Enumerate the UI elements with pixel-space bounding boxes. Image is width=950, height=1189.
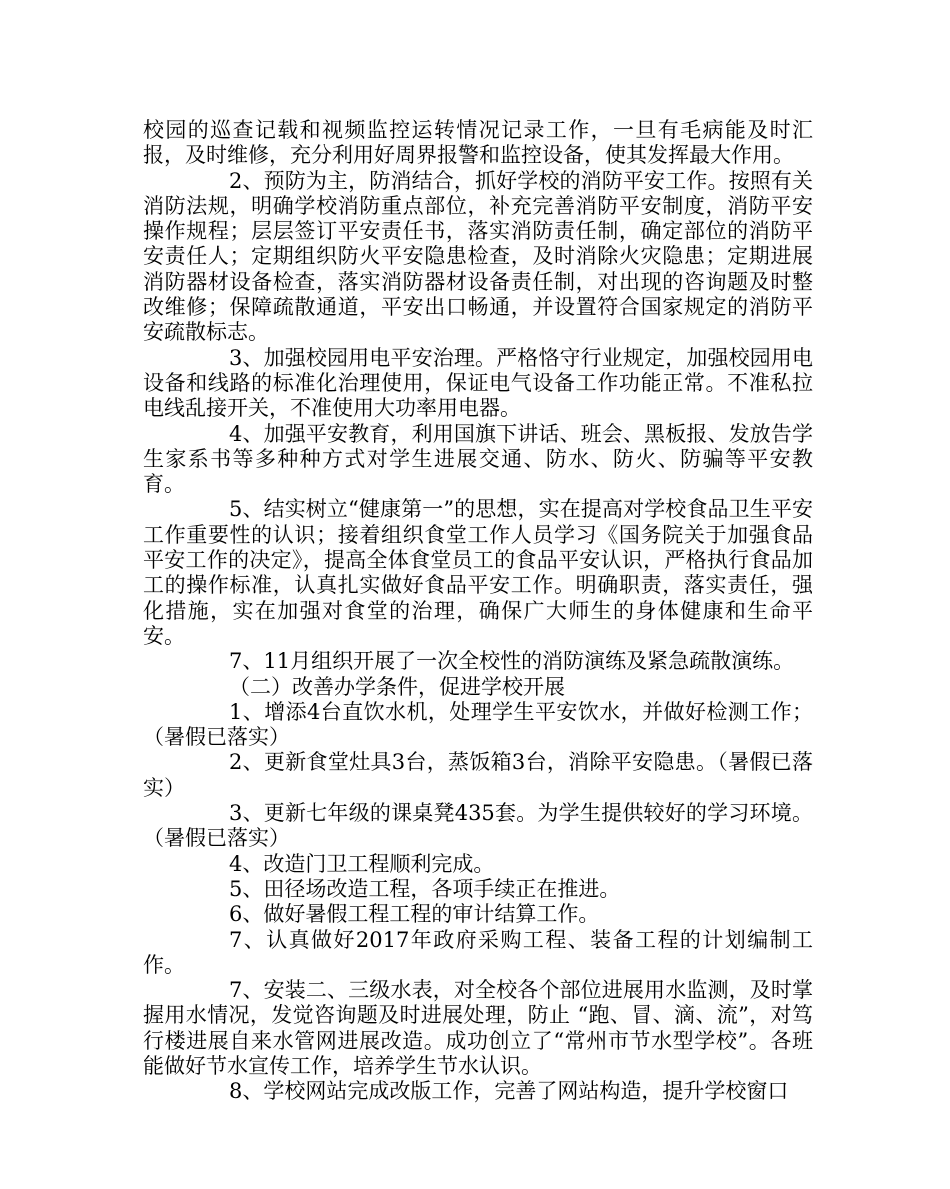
section-heading-school-conditions: （二）改善办学条件，促进学校开展 [229,674,565,699]
paragraph-safety-education: 4、加强平安教育，利用国旗下讲话、班会、黑板报、发放告学生家系书等多种种方式对学生进展交通、防水、防火、防骗等平安教育。 [143,421,813,497]
paragraph-procurement: 7、认真做好2017年政府采购工程、装备工程的计划编制工作。 [143,927,813,977]
paragraph-track-field: 5、田径场改造工程，各项手续正在推进。 [229,876,621,901]
paragraph-canteen-equipment: 2、更新食堂灶具3台，蒸饭箱3台，消除平安隐患。（暑假已落实） [143,750,813,800]
paragraph-water-dispensers: 1、增添4台直饮水机，处理学生平安饮水，并做好检测工作；（暑假已落实） [143,699,813,750]
document-page [143,118,813,1105]
paragraph-desks-chairs: 3、更新七年级的课桌凳435套。为学生提供较好的学习环境。（暑假已落实） [143,801,813,851]
paragraph-water-meters: 7、安装二、三级水表，对全校各个部位进展用水监测，及时掌握用水情况，发觉咨询题及时进展处理，防止 “跑、冒、滴、流”，对笃行楼进展自来水管网进展改造。成功创立了“常州市节水型学校”。各班能做好节水宣传工作，培养学生节水认识。 [143,978,813,1078]
paragraph-gatehouse: 4、改造门卫工程顺利完成。 [229,851,495,876]
paragraph-food-safety: 5、结实树立“健康第一”的思想，实在提高对学校食品卫生平安工作重要性的认识；接着组织食堂工作人员学习《国务院关于加强食品平安工作的决定》，提高全体食堂员工的食品平安认识，严格执行食品加工的操作标准，认真扎实做好食品平安工作。明确职责，落实责任，强化措施，实在加强对食堂的治理，确保广大师生的身体健康和生命平安。 [143,497,813,648]
paragraph-fire-safety: 2、预防为主，防消结合，抓好学校的消防平安工作。按照有关消防法规，明确学校消防重点部位，补充完善消防平安制度，消防平安操作规程；层层签订平安责任书，落实消防责任制，确定部位的消防平安责任人；定期组织防火平安隐患检查，及时消除火灾隐患；定期进展消防器材设备检查，落实消防器材设备责任制，对出现的咨询题及时整改维修；保障疏散通道，平安出口畅通，并设置符合国家规定的消防平安疏散标志。 [143,168,813,345]
paragraph-patrol-records: 校园的巡查记载和视频监控运转情况记录工作，一旦有毛病能及时汇报，及时维修，充分利用好周界报警和监控设备，使其发挥最大作用。 [143,118,813,168]
paragraph-fire-drill: 7、11月组织开展了一次全校性的消防演练及紧急疏散演练。 [229,649,795,674]
paragraph-audit: 6、做好暑假工程工程的审计结算工作。 [229,902,600,927]
paragraph-electric-safety: 3、加强校园用电平安治理。严格恪守行业规定，加强校园用电设备和线路的标准化治理使用，保证电气设备工作功能正常。不准私拉电线乱接开关，不准使用大功率用电器。 [143,345,813,421]
paragraph-website: 8、学校网站完成改版工作，完善了网站构造，提升学校窗口 [229,1079,789,1104]
